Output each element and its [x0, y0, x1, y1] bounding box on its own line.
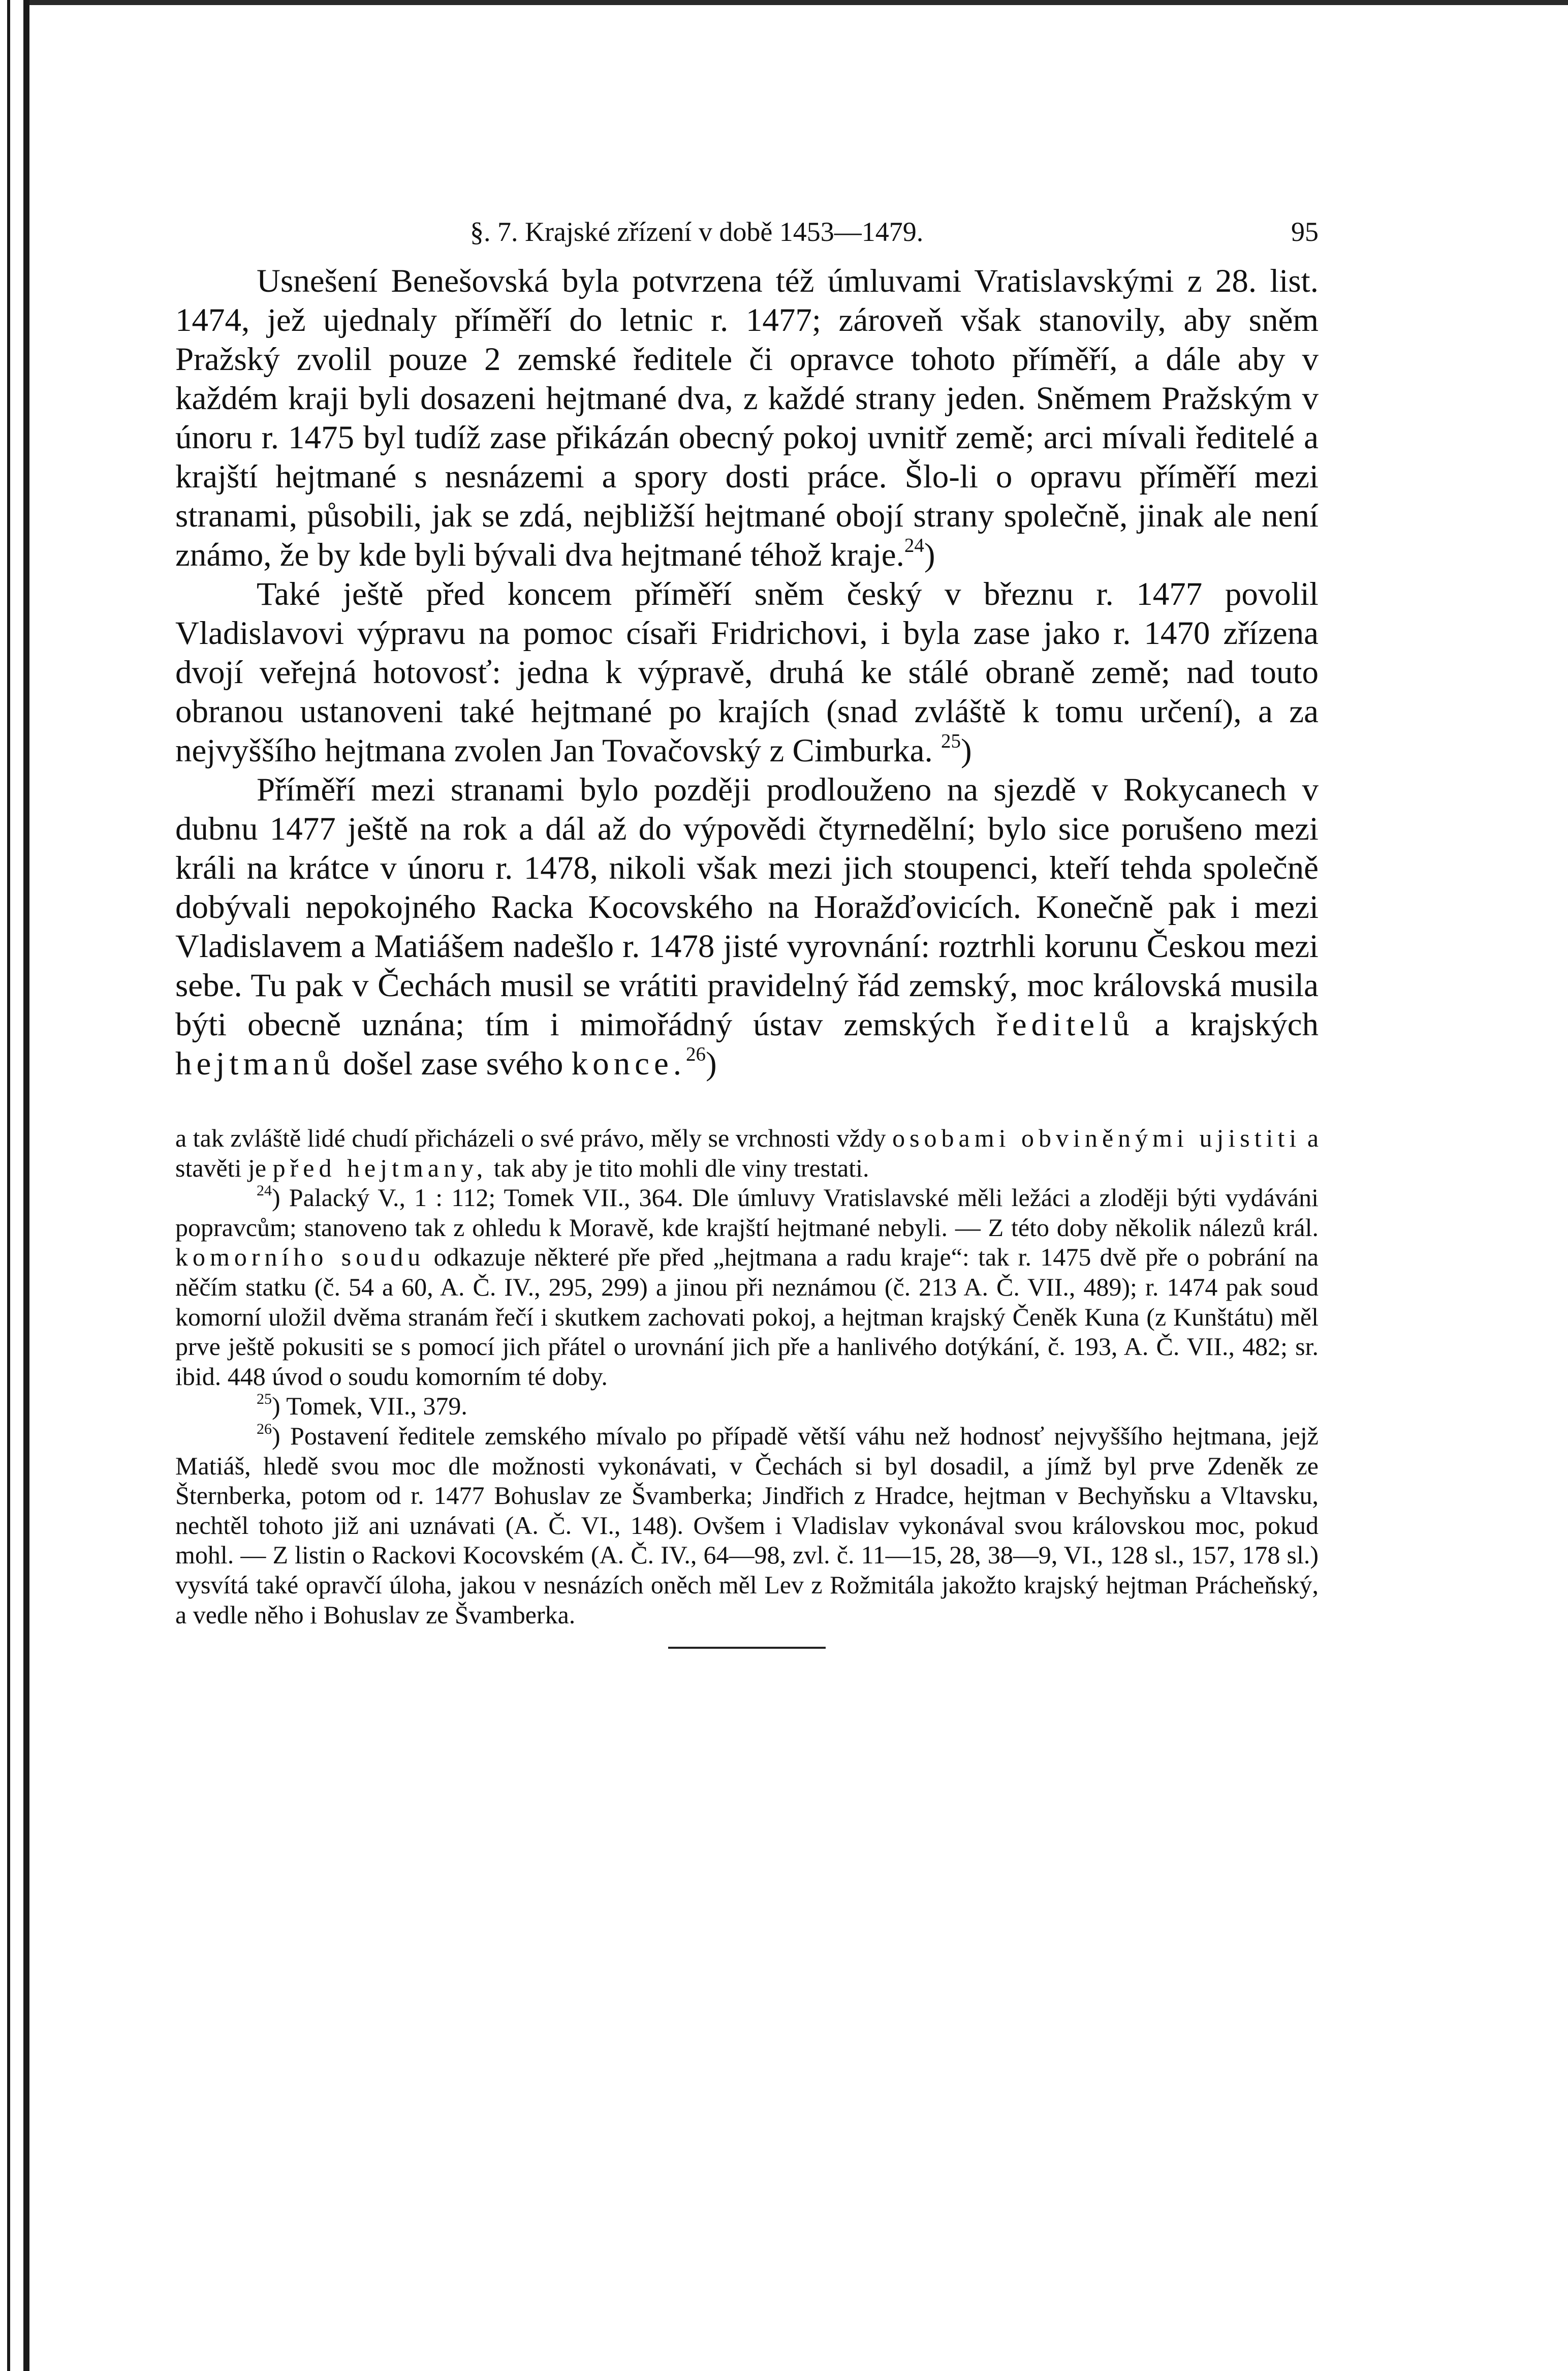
footnote-24-number: 24	[257, 1182, 272, 1199]
paragraph-1	[175, 262, 1319, 575]
paragraph-3-emphasis-a: ředitelů	[996, 1006, 1134, 1043]
footnote-26	[175, 1421, 1319, 1629]
footnote-continuation-text-c: tak aby je tito mohli dle viny trestati.	[493, 1153, 869, 1182]
paragraph-3-text-a: Příměří mezi stranami bylo později prodlouženo na sjezdě v Rokycanech v dubnu 1477 ještě na rok a dál až do výpovědi čtyrnedělní; bylo sice porušeno mezi králi na krátce v únoru r. 1478, nikoli však mezi jich stoupenci, kteří tehda společně dobývali nepokojného Racka Kocovského na Horažďovicích. Konečně pak i mezi Vladislavem a Matiášem nadešlo r. 1478 jisté vyrovnání: roztrhli korunu Českou mezi sebe. Tu pak v Čechách musil se vrátiti pravidelný řád zemský, moc královská musila býti obecně uznána; tím i mimořádný ústav zemských	[175, 772, 1319, 1043]
running-title: §. 7. Krajské zřízení v době 1453—1479.	[470, 217, 924, 247]
footnote-26-text: ) Postavení ředitele zemského mívalo po případě větší váhu než hodnosť nejvyššího hejtmana, jejž Matiáš, hledě svou moc dle možnosti vykonávati, v Čechách si byl dosadil, a jímž byl prve Zdeněk ze Šternberka, potom od r. 1477 Bohuslav ze Švamberka; Jindřich z Hradce, hejtman v Bechyňsku a Vltavsku, nechtěl tohoto již ani uznávati (A. Č. VI., 148). Ovšem i Vladislav vykonával svou královskou moc, pokud mohl. — Z listin o Rackovi Kocovském (A. Č. IV., 64—98, zvl. č. 11—15, 28, 38—9, VI., 128 sl., 157, 178 sl.) vysvítá také opravčí úloha, jakou v nesnázích oněch měl Lev z Rožmitála jakožto krajský hejtman Prácheňský, a vedle něho i Bohuslav ze Švamberka.	[175, 1421, 1319, 1629]
footnote-ref-25-paren: )	[961, 732, 972, 769]
paragraph-3-emphasis-b: hejtmanů	[175, 1045, 335, 1082]
footnote-ref-24-paren: )	[924, 537, 935, 573]
footnotes	[175, 1123, 1319, 1649]
footnote-24-text-a: ) Palacký V., 1 : 112; Tomek VII., 364. Dle úmluvy Vratislavské měli ležáci a zloději býti vydáváni popravcům; stanoveno tak z ohledu k Moravě, kde krajští hejtmané nebyli. — Z této doby několik nálezů král.	[175, 1183, 1319, 1242]
paragraph-2	[175, 575, 1319, 771]
footnote-ref-26: 26	[686, 1043, 706, 1065]
footnote-24-emphasis: komorního soudu	[175, 1243, 425, 1272]
footnote-ref-26-paren: )	[706, 1045, 717, 1082]
footnote-25-number: 25	[257, 1391, 272, 1408]
paragraph-1-text: Usnešení Benešovská byla potvrzena též úmluvami Vratislavskými z 28. list. 1474, jež ujednaly příměří do letnic r. 1477; zároveň však stanovily, aby sněm Pražský zvolil pouze 2 zemské ředitele či opravce tohoto příměří, a dále aby v každém kraji byli dosazeni hejtmané dva, z každé strany jeden. Sněmem Pražským v únoru r. 1475 byl tudíž zase přikázán obecný pokoj uvnitř země; arci mívali ředitelé a krajští hejtmané s nesnázemi a spory dosti práce. Šlo-li o opravu příměří mezi stranami, působili, jak se zdá, nejbližší hejtmané obojí strany společně, jinak ale není známo, že by kde byli bývali dva hejtmané téhož kraje.	[175, 263, 1319, 573]
end-rule	[668, 1647, 826, 1649]
book-page	[175, 206, 1319, 1649]
running-head	[175, 206, 1319, 262]
footnote-continuation-emphasis-b: před hejtmany,	[272, 1153, 488, 1182]
footnote-continuation	[175, 1123, 1319, 1183]
footnote-24-text-b: odkazuje některé pře před „hejtmana a radu kraje“: tak r. 1475 dvě pře o pobrání na něčím statku (č. 54 a 60, A. Č. IV., 295, 299) a jinou při neznámou (č. 213 A. Č. VII., 489); r. 1474 pak soud komorní uložil dvěma stranám řečí i skutkem zachovati pokoj, a hejtman krajský Čeněk Kuna (z Kunštátu) měl prve ještě pokusiti se s pomocí jich přátel o urovnání jich pře a hanlivého dotýkání, č. 193, A. Č. VII., 482; sr. ibid. 448 úvod o soudu komorním té doby.	[175, 1243, 1319, 1391]
paragraph-3-emphasis-c: konce.	[571, 1045, 686, 1082]
footnote-25	[175, 1391, 1319, 1421]
paragraph-3-text-b: a krajských	[1154, 1006, 1319, 1043]
paragraph-3-text-c: došel zase svého	[343, 1045, 563, 1082]
footnote-continuation-text-a: a tak zvláště lidé chudí přicházeli o své právo, měly se vrchnosti vždy	[175, 1124, 886, 1152]
footnote-ref-24: 24	[904, 534, 924, 557]
footnote-ref-25: 25	[941, 730, 961, 752]
footnote-24	[175, 1183, 1319, 1391]
paragraph-2-text: Také ještě před koncem příměří sněm český v březnu r. 1477 povolil Vladislavovi výpravu na pomoc císaři Fridrichovi, i byla zase jako r. 1470 zřízena dvojí veřejná hotovosť: jedna k výpravě, druhá ke stálé obraně země; nad touto obranou ustanoveni také hejtmané po krajích (snad zvláště k tomu určení), a za nejvyššího hejtmana zvolen Jan Tovačovský z Cimburka.	[175, 576, 1319, 769]
paragraph-3	[175, 771, 1319, 1084]
footnote-continuation-text-b: a stavěti je	[175, 1124, 1319, 1182]
page-top-edge	[29, 0, 1568, 5]
main-text	[175, 262, 1319, 1084]
footnote-continuation-emphasis-a: osobami obviněnými ujistiti	[892, 1124, 1301, 1152]
book-spine-edge	[0, 0, 29, 2371]
footnote-25-text: ) Tomek, VII., 379.	[272, 1392, 467, 1421]
footnote-26-number: 26	[257, 1420, 272, 1437]
page-number: 95	[1291, 217, 1319, 247]
spine-line	[7, 0, 10, 2371]
